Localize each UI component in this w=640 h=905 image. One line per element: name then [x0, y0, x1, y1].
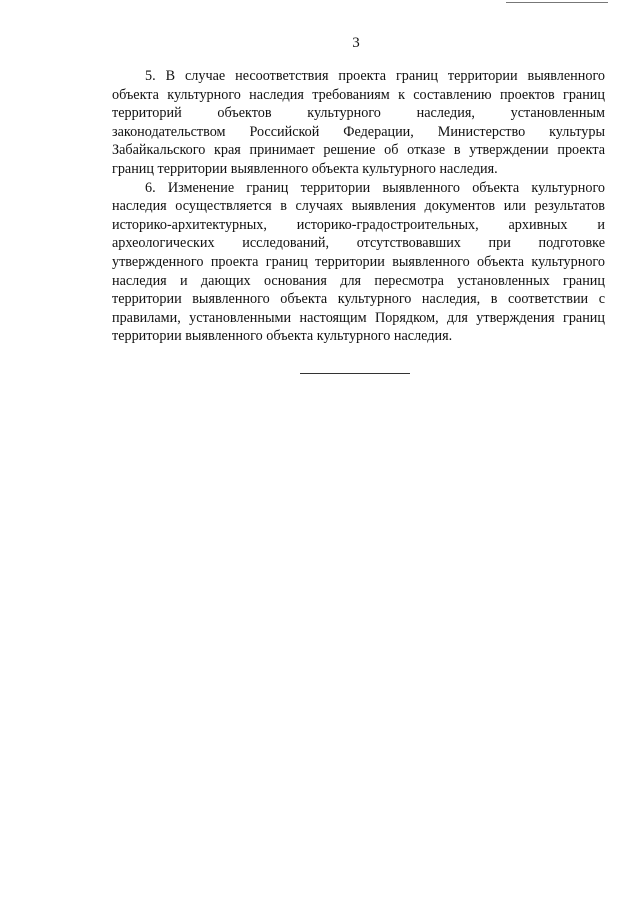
paragraph-5: [112, 67, 605, 179]
text-line: правилами, установленными настоящим Порядком, для утверждения границ: [112, 309, 605, 326]
text-line: 6. Изменение границ территории выявленного объекта культурного: [145, 179, 605, 196]
text-line: утвержденного проекта границ территории выявленного объекта культурного: [112, 253, 605, 270]
text-line: территорий объектов культурного наследия, установленным: [112, 105, 605, 122]
text-line: 5. В случае несоответствия проекта границ территории выявленного: [145, 68, 605, 84]
text-line: Забайкальского края принимает решение об отказе в утверждении проекта: [112, 142, 605, 159]
text-line: объекта культурного наследия требованиям к составлению проектов границ: [112, 86, 605, 103]
text-line: наследия и дающих основания для пересмотра установленных границ: [112, 272, 605, 289]
text-line: территории выявленного объекта культурного наследия.: [112, 328, 453, 345]
paragraph-6: [112, 179, 605, 346]
text-line: границ территории выявленного объекта культурного наследия.: [112, 160, 498, 177]
text-line: историко-архитектурных, историко-градостроительных, архивных и: [112, 216, 605, 233]
text-line: наследия осуществляется в случаях выявления документов или результатов: [112, 198, 605, 215]
end-of-document-rule: [300, 373, 410, 374]
text-line: законодательством Российской Федерации, Министерство культуры: [112, 123, 605, 140]
text-line: археологических исследований, отсутствовавших при подготовке: [112, 235, 605, 252]
page-number: 3: [352, 35, 360, 51]
text-line: территории выявленного объекта культурного наследия, в соответствии с: [112, 291, 605, 308]
header-rule: [506, 2, 608, 3]
document-body: [112, 67, 605, 346]
